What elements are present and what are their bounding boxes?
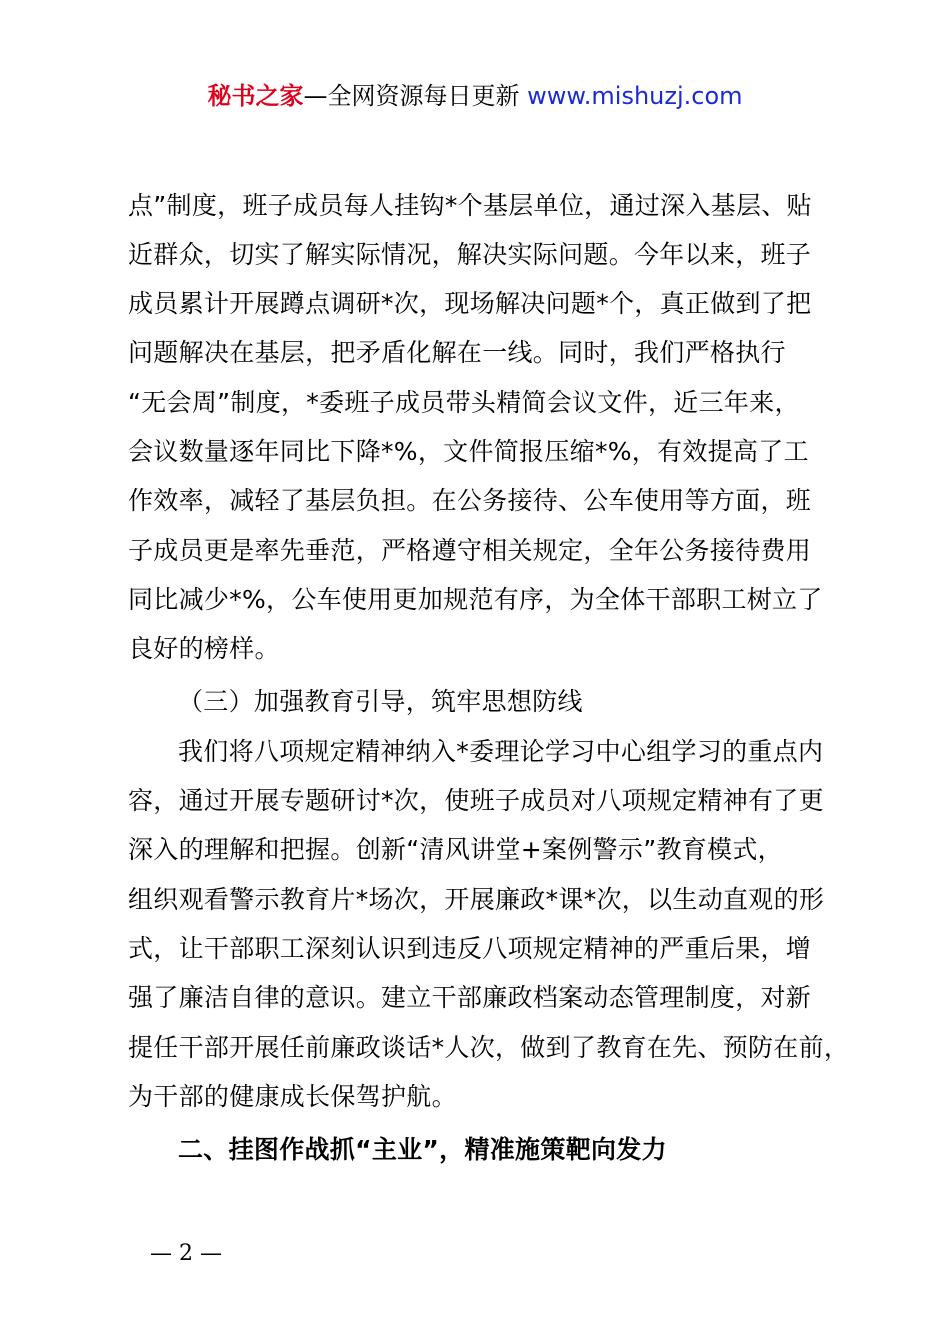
header-tagline: —全网资源每日更新 <box>303 82 520 110</box>
paragraph-line: 会议数量逐年同比下降*%，文件简报压缩*%，有效提高了工 <box>128 437 809 466</box>
chapter-heading: 二、挂图作战抓“主业”，精准施策靶向发力 <box>178 1135 667 1164</box>
paragraph-line: 良好的榜样。 <box>128 634 280 663</box>
page-number: — 2 — <box>150 1241 222 1266</box>
paragraph-line: “无会周”制度，*委班子成员带头精简会议文件，近三年来， <box>128 388 800 417</box>
paragraph-line: 提任干部开展任前廉政谈话*人次，做到了教育在先、预防在前， <box>128 1033 850 1062</box>
paragraph-line: 近群众，切实了解实际情况，解决实际问题。今年以来，班子 <box>128 240 812 269</box>
paragraph-line: 容，通过开展专题研讨*次，使班子成员对八项规定精神有了更 <box>128 786 824 815</box>
paragraph-line: 作效率，减轻了基层负担。在公务接待、公车使用等方面，班 <box>128 486 812 515</box>
paragraph-line: 式，让干部职工深刻认识到违反八项规定精神的严重后果，增 <box>128 934 812 963</box>
paragraph-line: 为干部的健康成长保驾护航。 <box>128 1082 457 1111</box>
paragraph-line: 子成员更是率先垂范，严格遵守相关规定，全年公务接待费用 <box>128 536 812 565</box>
site-header <box>0 80 950 112</box>
paragraph-line: 成员累计开展蹲点调研*次，现场解决问题*个，真正做到了把 <box>128 289 812 318</box>
paragraph-line: 强了廉洁自律的意识。建立干部廉政档案动态管理制度，对新 <box>128 983 812 1012</box>
paragraph-line: 点”制度，班子成员每人挂钩*个基层单位，通过深入基层、贴 <box>128 191 812 220</box>
paragraph-line: 同比减少*%，公车使用更加规范有序，为全体干部职工树立了 <box>128 585 823 614</box>
section-heading: （三）加强教育引导，筑牢思想防线 <box>178 687 583 716</box>
brand-name: 秘书之家 <box>207 82 304 110</box>
paragraph-line: 问题解决在基层，把矛盾化解在一线。同时，我们严格执行 <box>128 338 786 367</box>
site-url: www.mishuzj.com <box>527 82 743 110</box>
paragraph-line: 深入的理解和把握。创新“清风讲堂+案例警示”教育模式， <box>128 835 783 864</box>
paragraph-line: 组织观看警示教育片*场次，开展廉政*课*次，以生动直观的形 <box>128 885 825 914</box>
paragraph-line: 我们将八项规定精神纳入*委理论学习中心组学习的重点内 <box>178 737 824 766</box>
